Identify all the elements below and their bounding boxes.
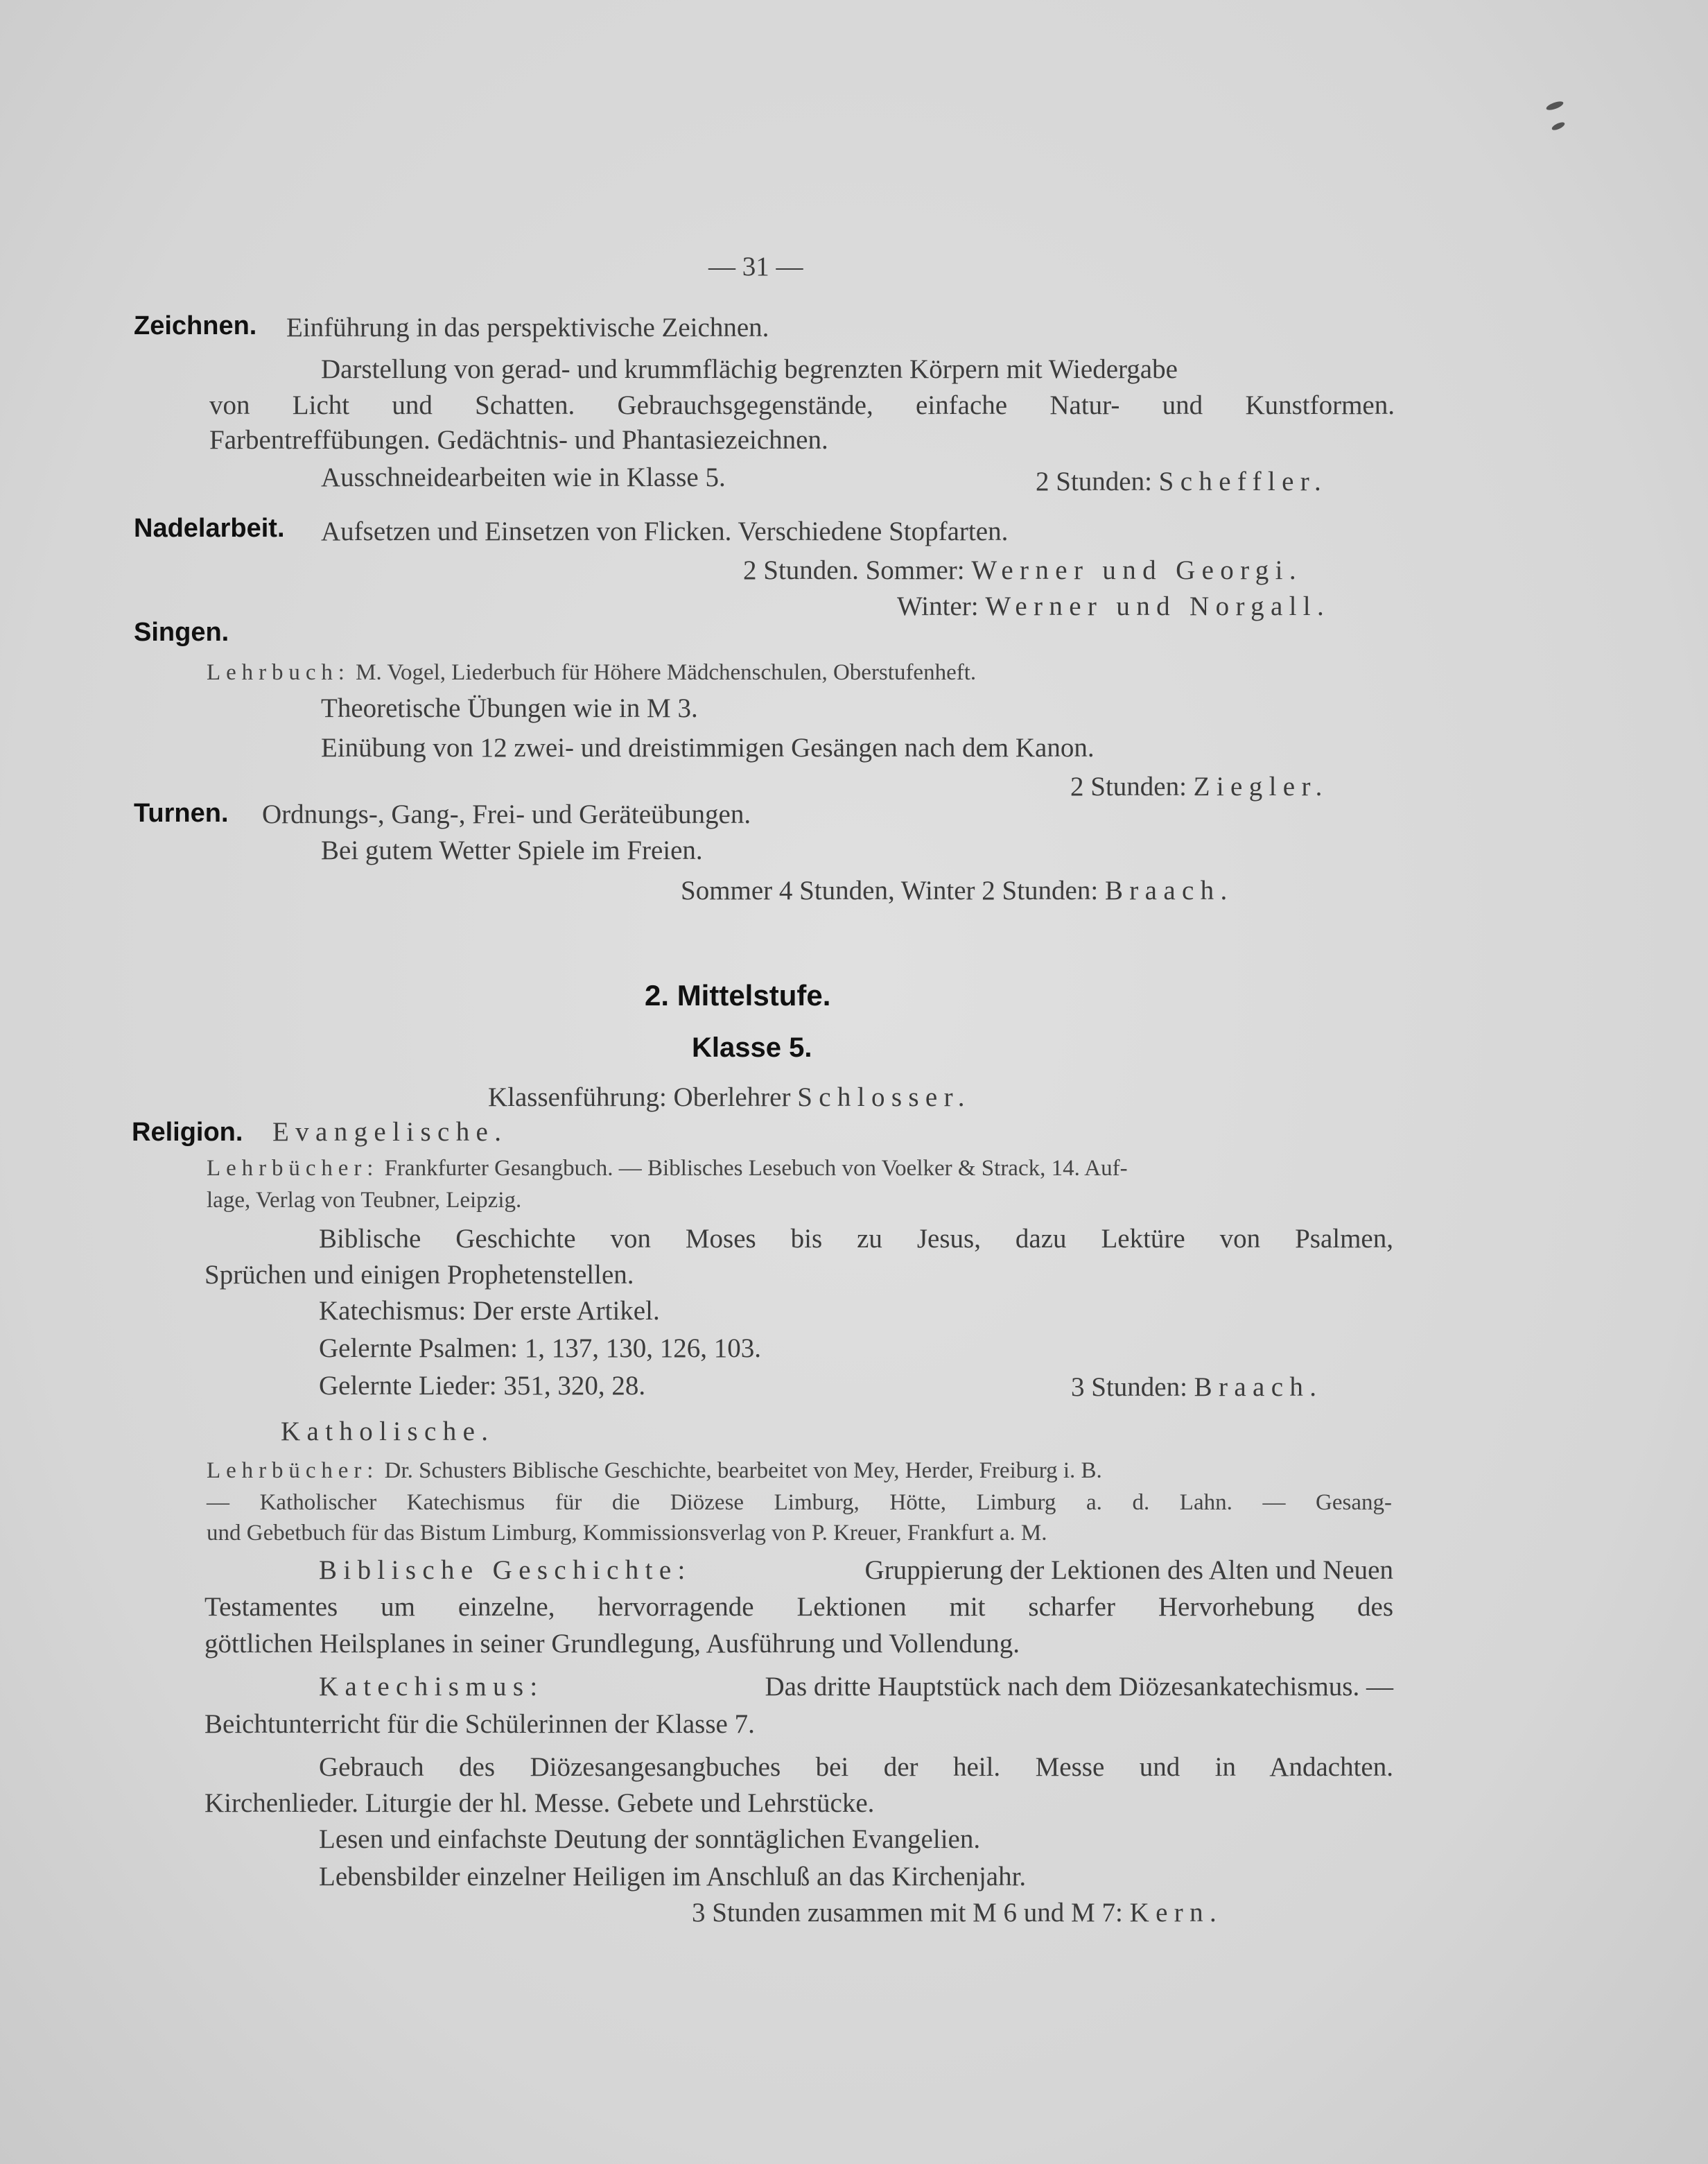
teacher-name: Kern. bbox=[1129, 1898, 1223, 1928]
ev-textbooks bbox=[207, 1151, 1128, 1186]
bg-line: Testamentes um einzelne, hervorragende Lektionen mit scharfer Hervorhebung des bbox=[204, 1592, 1393, 1622]
kat-line: Beichtunterricht für die Schülerinnen der Klasse 7. bbox=[204, 1709, 755, 1739]
ev-line: Biblische Geschichte von Moses bis zu Jesus, dazu Lektüre von Psalmen, bbox=[319, 1224, 1393, 1254]
hours-text: 3 Stunden: bbox=[1071, 1372, 1187, 1402]
kath-textbooks-cont: und Gebetbuch für das Bistum Limburg, Kommissionsverlag von P. Kreuer, Frankfurt a. M. bbox=[207, 1521, 1047, 1546]
katholische-title: Katholische. bbox=[281, 1417, 495, 1446]
class-leader-label: Klassenführung: Oberlehrer bbox=[488, 1082, 791, 1112]
zeichnen-line: Einführung in das perspektivische Zeichnen. bbox=[286, 313, 769, 343]
zeichnen-line: Ausschneidearbeiten wie in Klasse 5. bbox=[321, 462, 726, 492]
class-title: Klasse 5. bbox=[692, 1032, 812, 1063]
kat-line bbox=[319, 1670, 1393, 1704]
heading-singen: Singen. bbox=[134, 618, 229, 647]
ev-line: Sprüchen und einigen Prophetenstellen. bbox=[204, 1260, 634, 1290]
ev-line: Gelernte Lieder: 351, 320, 28. bbox=[319, 1371, 646, 1401]
heading-religion: Religion. bbox=[132, 1118, 243, 1147]
textbook-text: M. Vogel, Liederbuch für Höhere Mädchenschulen, Oberstufenheft. bbox=[356, 660, 977, 685]
zeichnen-hours bbox=[1036, 465, 1327, 499]
turnen-hours bbox=[681, 874, 1234, 908]
geb-line: Gebrauch des Diözesangesangbuches bei der heil. Messe und in Andachten. bbox=[319, 1752, 1393, 1782]
zeichnen-line: Darstellung von gerad- und krummflächig begrenzten Körpern mit Wiedergabe bbox=[321, 354, 1178, 384]
singen-line: Theoretische Übungen wie in M 3. bbox=[321, 693, 698, 723]
section-title: 2. Mittelstufe. bbox=[645, 979, 831, 1012]
class-leader bbox=[488, 1080, 971, 1115]
textbook-label: Lehrbuch: bbox=[207, 660, 350, 685]
textbook-label: Lehrbücher: bbox=[207, 1156, 379, 1181]
teacher-name: Werner und Georgi. bbox=[971, 555, 1302, 585]
heading-nadelarbeit: Nadelarbeit. bbox=[134, 514, 285, 543]
heading-turnen: Turnen. bbox=[134, 799, 229, 828]
class-leader-name: Schlosser. bbox=[797, 1082, 971, 1112]
teacher-name: Braach. bbox=[1104, 876, 1234, 906]
kath-textbooks-cont: — Katholischer Katechismus für die Diözese Limburg, Hötte, Limburg a. d. Lahn. — Gesang- bbox=[207, 1490, 1392, 1515]
leb-line: Lebensbilder einzelner Heiligen im Anschluß an das Kirchenjahr. bbox=[319, 1862, 1027, 1892]
kat-label: Katechismus: bbox=[319, 1672, 544, 1702]
textbook-label: Lehrbücher: bbox=[207, 1458, 379, 1483]
bg-line: göttlichen Heilsplanes in seiner Grundlegung, Ausführung und Vollendung. bbox=[204, 1629, 1020, 1659]
geb-line: Kirchenlieder. Liturgie der hl. Messe. Gebete und Lehrstücke. bbox=[204, 1788, 875, 1818]
kath-hours bbox=[692, 1896, 1223, 1930]
evangelische-title: Evangelische. bbox=[272, 1117, 508, 1147]
teacher-name: Braach. bbox=[1194, 1372, 1323, 1402]
hours-text: 3 Stunden zusammen mit M 6 und M 7: bbox=[692, 1898, 1123, 1928]
bg-label: Biblische Geschichte: bbox=[319, 1555, 692, 1585]
teacher-name: Scheffler. bbox=[1158, 467, 1328, 496]
zeichnen-line: von Licht und Schatten. Gebrauchsgegenstände, einfache Natur- und Kunstformen. bbox=[209, 390, 1395, 420]
page-number: — 31 — bbox=[708, 252, 803, 282]
singen-textbook bbox=[207, 655, 976, 690]
hours-text: 2 Stunden. Sommer: bbox=[743, 555, 965, 585]
nadelarbeit-summer bbox=[743, 553, 1302, 588]
hours-text: 2 Stunden: bbox=[1036, 467, 1152, 496]
textbook-text: Dr. Schusters Biblische Geschichte, bearbeitet von Mey, Herder, Freiburg i. B. bbox=[384, 1458, 1102, 1483]
ev-line: Gelernte Psalmen: 1, 137, 130, 126, 103. bbox=[319, 1333, 761, 1363]
ev-line: Katechismus: Der erste Artikel. bbox=[319, 1296, 660, 1326]
scan-mark bbox=[1545, 100, 1565, 112]
ev-hours bbox=[1071, 1370, 1323, 1405]
kath-textbooks bbox=[207, 1453, 1102, 1488]
nadelarbeit-line: Aufsetzen und Einsetzen von Flicken. Verschiedene Stopfarten. bbox=[321, 517, 1009, 546]
nadelarbeit-winter bbox=[897, 589, 1330, 624]
bg-text: Gruppierung der Lektionen des Alten und Neuen bbox=[864, 1555, 1393, 1585]
textbook-text: Frankfurter Gesangbuch. — Biblisches Lesebuch von Voelker & Strack, 14. Auf- bbox=[384, 1156, 1128, 1181]
singen-hours bbox=[1070, 770, 1329, 804]
hours-text: Sommer 4 Stunden, Winter 2 Stunden: bbox=[681, 876, 1099, 906]
ev-textbooks-cont: lage, Verlag von Teubner, Leipzig. bbox=[207, 1188, 522, 1213]
turnen-line: Bei gutem Wetter Spiele im Freien. bbox=[321, 836, 703, 865]
les-line: Lesen und einfachste Deutung der sonntäglichen Evangelien. bbox=[319, 1824, 981, 1854]
turnen-line: Ordnungs-, Gang-, Frei- und Geräteübungen. bbox=[262, 799, 751, 829]
zeichnen-line: Farbentreffübungen. Gedächtnis- und Phantasiezeichnen. bbox=[209, 425, 828, 455]
heading-zeichnen: Zeichnen. bbox=[134, 311, 257, 340]
teacher-name: Ziegler. bbox=[1193, 772, 1329, 802]
singen-line: Einübung von 12 zwei- und dreistimmigen Gesängen nach dem Kanon. bbox=[321, 733, 1095, 763]
hours-text: 2 Stunden: bbox=[1070, 772, 1187, 802]
teacher-name: Werner und Norgall. bbox=[985, 591, 1331, 621]
bg-line bbox=[319, 1553, 1393, 1588]
hours-text: Winter: bbox=[897, 591, 979, 621]
scan-mark bbox=[1551, 121, 1566, 132]
kat-text: Das dritte Hauptstück nach dem Diözesankatechismus. — bbox=[765, 1672, 1393, 1702]
